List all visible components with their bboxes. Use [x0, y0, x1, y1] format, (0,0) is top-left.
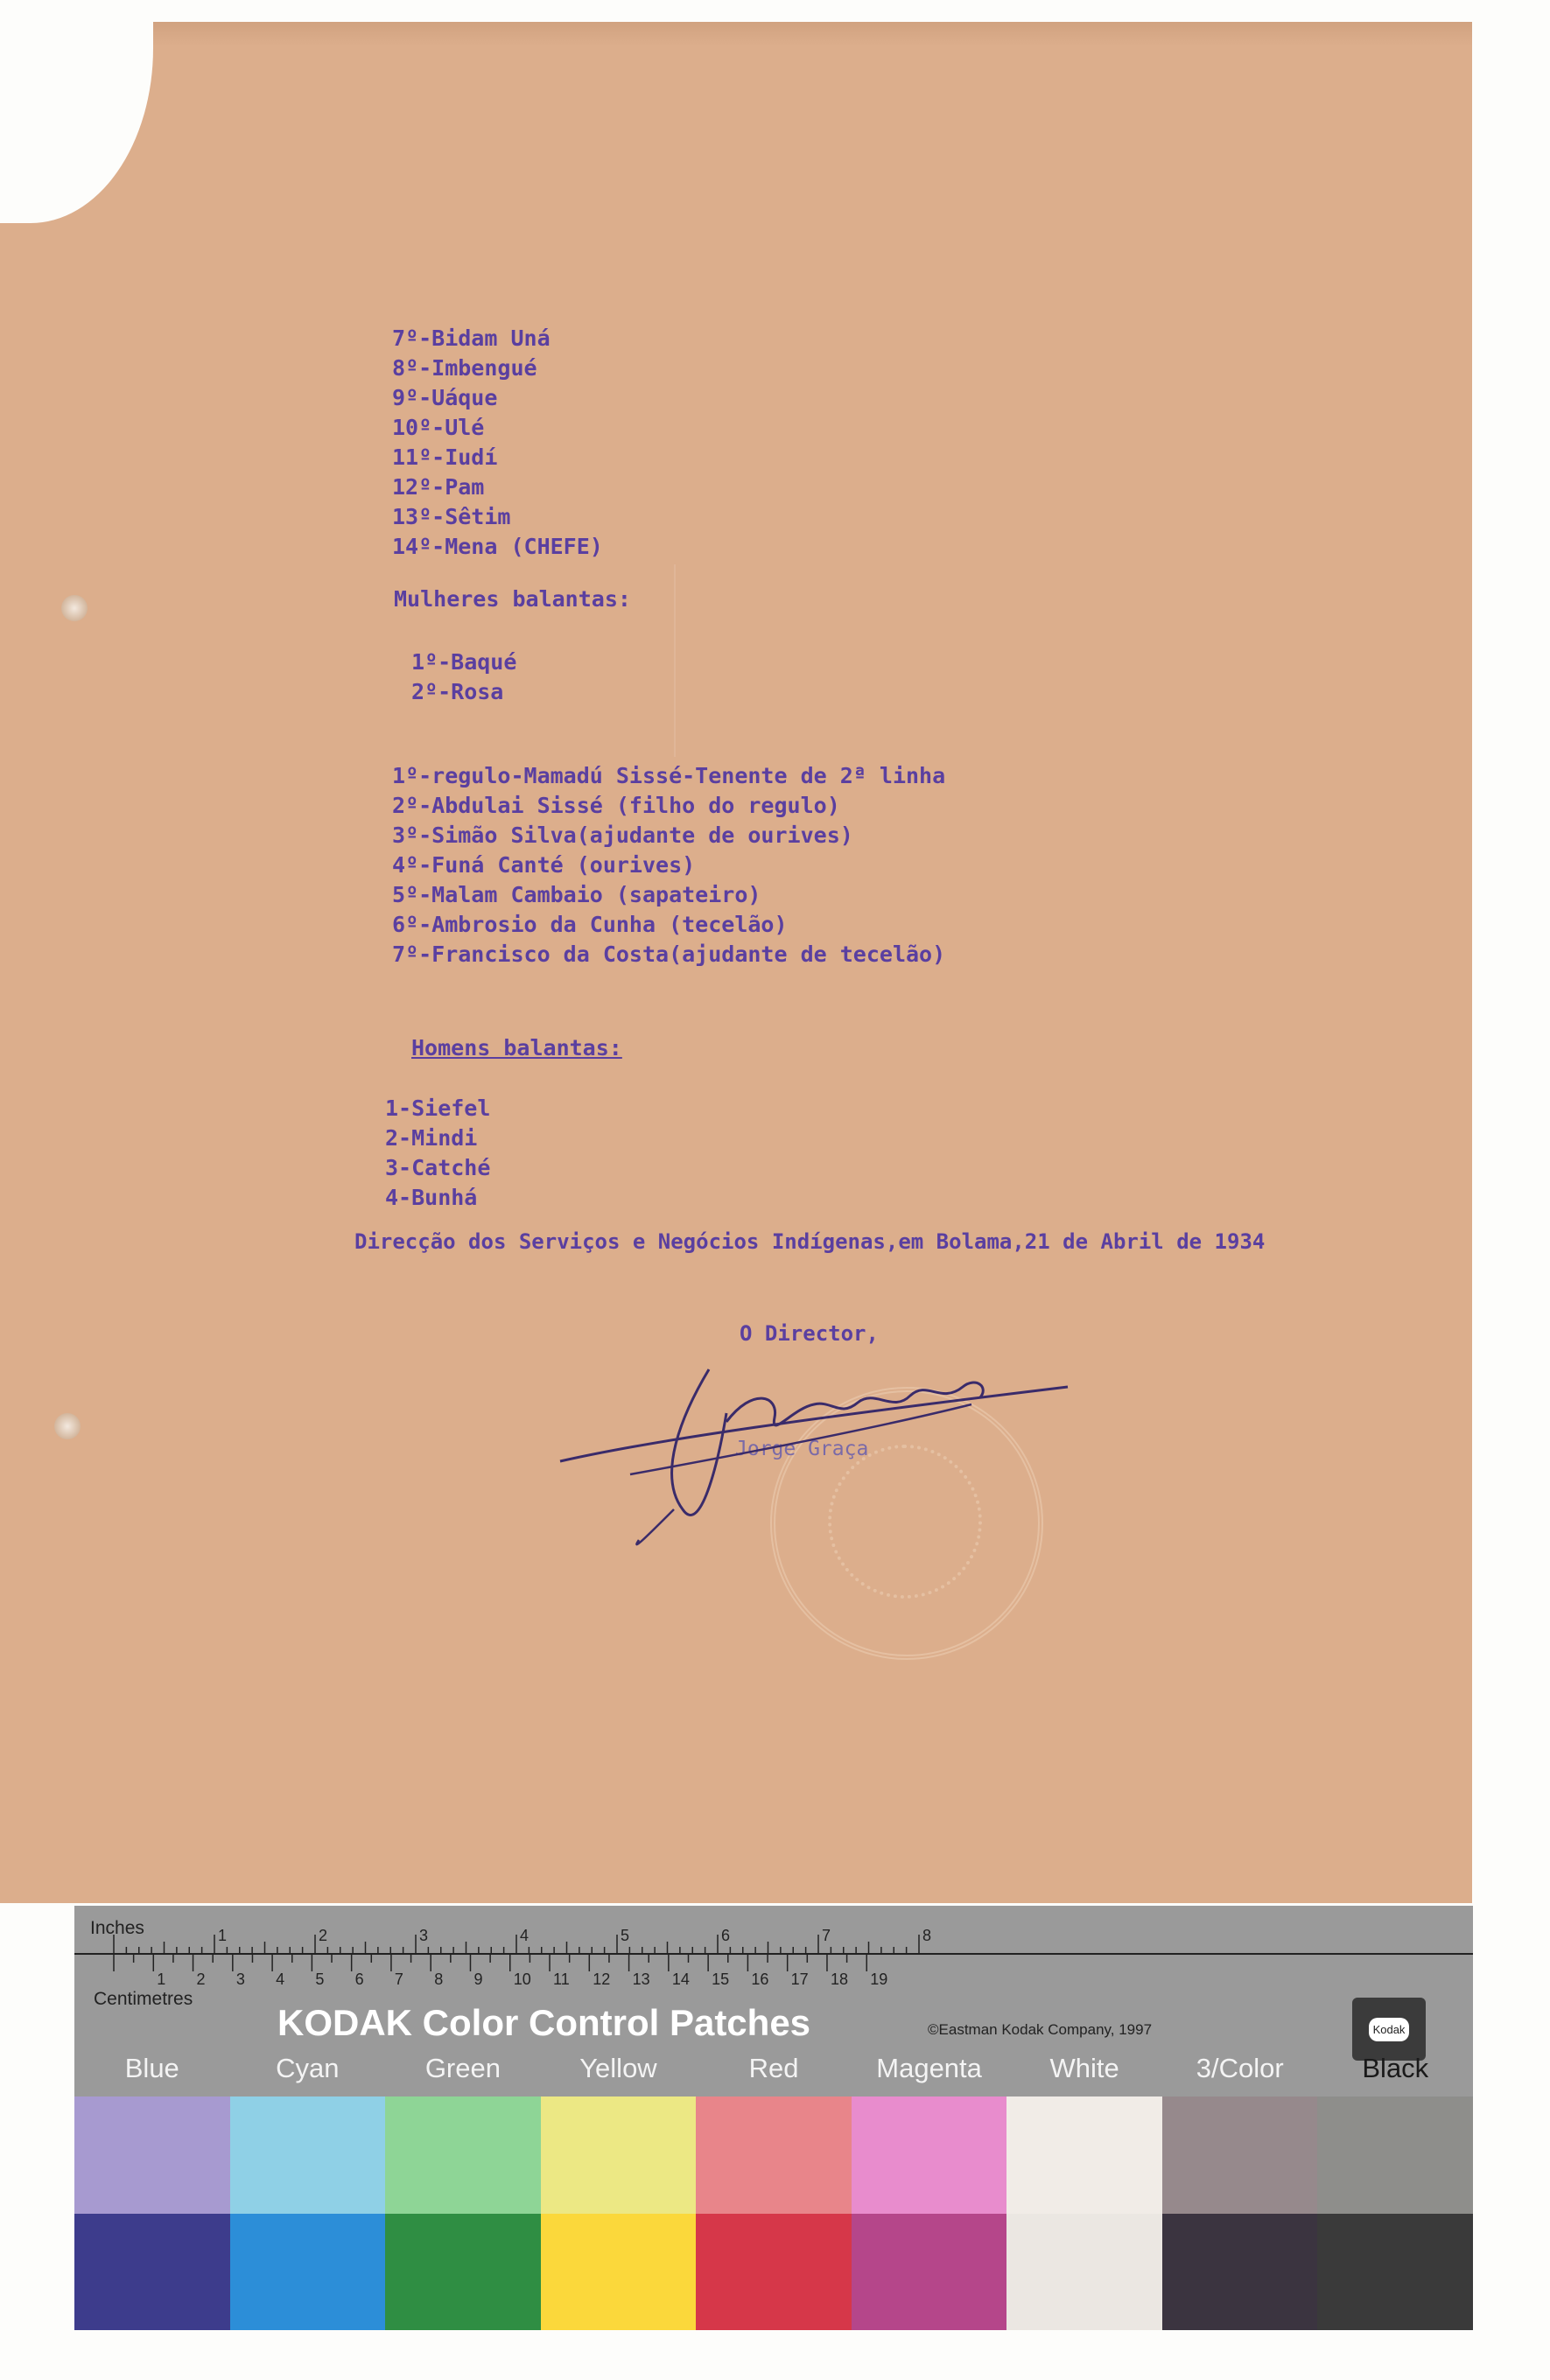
- list-item: 13º-Sêtim: [392, 504, 511, 529]
- inch-number: 8: [922, 1927, 932, 1944]
- cm-number: 4: [276, 1970, 285, 1988]
- color-patch-white: [1006, 2096, 1162, 2214]
- color-patch-3-color: [1162, 2214, 1318, 2331]
- list-item: 8º-Imbengué: [392, 355, 537, 381]
- list-item: 1º-Baqué: [411, 649, 517, 675]
- cm-number: 11: [553, 1970, 570, 1988]
- cm-number: 8: [434, 1970, 444, 1988]
- inch-number: 7: [822, 1927, 831, 1944]
- list-item: 2-Mindi: [385, 1125, 478, 1151]
- cm-number: 7: [394, 1970, 403, 1988]
- patch-name: 3/Color: [1196, 2053, 1284, 2083]
- patch-name: Blue: [124, 2053, 179, 2083]
- footer-line: Direcção dos Serviços e Negócios Indígenas,em Bolama,21 de Abril de 1934: [354, 1229, 1266, 1254]
- color-patch-green: [385, 2214, 541, 2331]
- torn-corner: [0, 22, 153, 223]
- list-item: 4-Bunhá: [385, 1185, 478, 1210]
- cm-number: 3: [235, 1970, 245, 1988]
- director-name: Jorge Graça: [735, 1438, 869, 1460]
- color-patch-magenta: [852, 2096, 1007, 2214]
- list-item: 6º-Ambrosio da Cunha (tecelão): [392, 912, 788, 937]
- list-item: 3-Catché: [385, 1155, 491, 1180]
- inch-number: 1: [218, 1927, 228, 1944]
- inch-number: 2: [319, 1927, 328, 1944]
- cm-number: 10: [513, 1970, 531, 1988]
- numbered-list: [392, 761, 945, 970]
- patch-name: Magenta: [876, 2053, 982, 2083]
- men-heading: Homens balantas:: [411, 1035, 622, 1060]
- cm-number: 2: [196, 1970, 206, 1988]
- patch-names: [74, 2053, 1473, 2088]
- inch-number: 4: [520, 1927, 530, 1944]
- list-item: 10º-Ulé: [392, 415, 485, 440]
- card-title: KODAK Color Control Patches: [277, 2002, 811, 2043]
- women-heading: Mulheres balantas:: [394, 586, 631, 612]
- ruler-strip: [74, 1906, 1473, 2109]
- cm-number: 14: [671, 1970, 690, 1988]
- list-item: 3º-Simão Silva(ajudante de ourives): [392, 822, 853, 848]
- color-patch-black: [1317, 2096, 1473, 2214]
- punch-hole: [61, 595, 88, 621]
- kodak-logo-icon: [1352, 1998, 1426, 2061]
- page-shadow: [0, 22, 1472, 46]
- cm-number: 18: [830, 1970, 848, 1988]
- kodak-logo-text: Kodak: [1369, 2018, 1410, 2041]
- patch-name: Red: [748, 2053, 799, 2083]
- list-item: 11º-Iudí: [392, 444, 498, 470]
- list-item: 7º-Francisco da Costa(ajudante de tecelão): [392, 942, 946, 967]
- color-patches-grid: [74, 2096, 1473, 2330]
- centimetres-label: Centimetres: [94, 1989, 193, 2009]
- inches-label: Inches: [90, 1918, 144, 1938]
- color-patch-cyan: [230, 2096, 386, 2214]
- list-item: 12º-Pam: [392, 474, 485, 500]
- list-item: 7º-Bidam Uná: [392, 326, 551, 351]
- patch-name: Green: [424, 2053, 501, 2083]
- color-patch-blue: [74, 2096, 230, 2214]
- inch-number: 3: [419, 1927, 429, 1944]
- kodak-color-card: [74, 1906, 1473, 2330]
- patch-name: White: [1049, 2053, 1119, 2083]
- patch-name: Cyan: [276, 2053, 340, 2083]
- men-list: [385, 1094, 490, 1213]
- cm-number: 17: [790, 1970, 809, 1988]
- cm-number: 12: [593, 1970, 611, 1988]
- cm-number: 5: [315, 1970, 325, 1988]
- copyright-text: ©Eastman Kodak Company, 1997: [928, 2021, 1153, 2038]
- color-patch-blue: [74, 2214, 230, 2331]
- list-item: 1-Siefel: [385, 1096, 491, 1121]
- handwritten-signature: [551, 1334, 1077, 1562]
- cm-number: 6: [354, 1970, 364, 1988]
- patch-name: Black: [1362, 2053, 1429, 2083]
- director-label: O Director,: [740, 1321, 879, 1346]
- cm-number: 16: [751, 1970, 769, 1988]
- patch-name: Yellow: [579, 2053, 657, 2083]
- women-list: [411, 648, 516, 707]
- color-patch-yellow: [541, 2096, 697, 2214]
- color-patch-yellow: [541, 2214, 697, 2331]
- color-patch-green: [385, 2096, 541, 2214]
- list-item: 2º-Abdulai Sissé (filho do regulo): [392, 793, 840, 818]
- list-item: 14º-Mena (CHEFE): [392, 534, 603, 559]
- color-patch-magenta: [852, 2214, 1007, 2331]
- list-item: 4º-Funá Canté (ourives): [392, 852, 696, 878]
- ruler-scale: [74, 1914, 1473, 1993]
- list-item: 2º-Rosa: [411, 679, 504, 704]
- document-page: [0, 22, 1472, 1903]
- color-patch-cyan: [230, 2214, 386, 2331]
- list-item: 9º-Uáque: [392, 385, 498, 410]
- cm-number: 19: [870, 1970, 888, 1988]
- list-item: 1º-regulo-Mamadú Sissé-Tenente de 2ª linha: [392, 763, 946, 788]
- cm-number: 1: [157, 1970, 166, 1988]
- cm-number: 9: [473, 1970, 483, 1988]
- color-patch-black: [1317, 2214, 1473, 2331]
- cm-number: 13: [632, 1970, 650, 1988]
- bleed-through-mark: [674, 564, 877, 757]
- inch-number: 6: [721, 1927, 731, 1944]
- color-patch-3-color: [1162, 2096, 1318, 2214]
- inch-number: 5: [621, 1927, 630, 1944]
- color-patch-white: [1006, 2214, 1162, 2331]
- names-list-top: [392, 324, 603, 562]
- list-item: 5º-Malam Cambaio (sapateiro): [392, 882, 761, 907]
- cm-number: 15: [712, 1970, 730, 1988]
- color-patch-red: [696, 2214, 852, 2331]
- punch-hole: [54, 1413, 81, 1439]
- color-patch-red: [696, 2096, 852, 2214]
